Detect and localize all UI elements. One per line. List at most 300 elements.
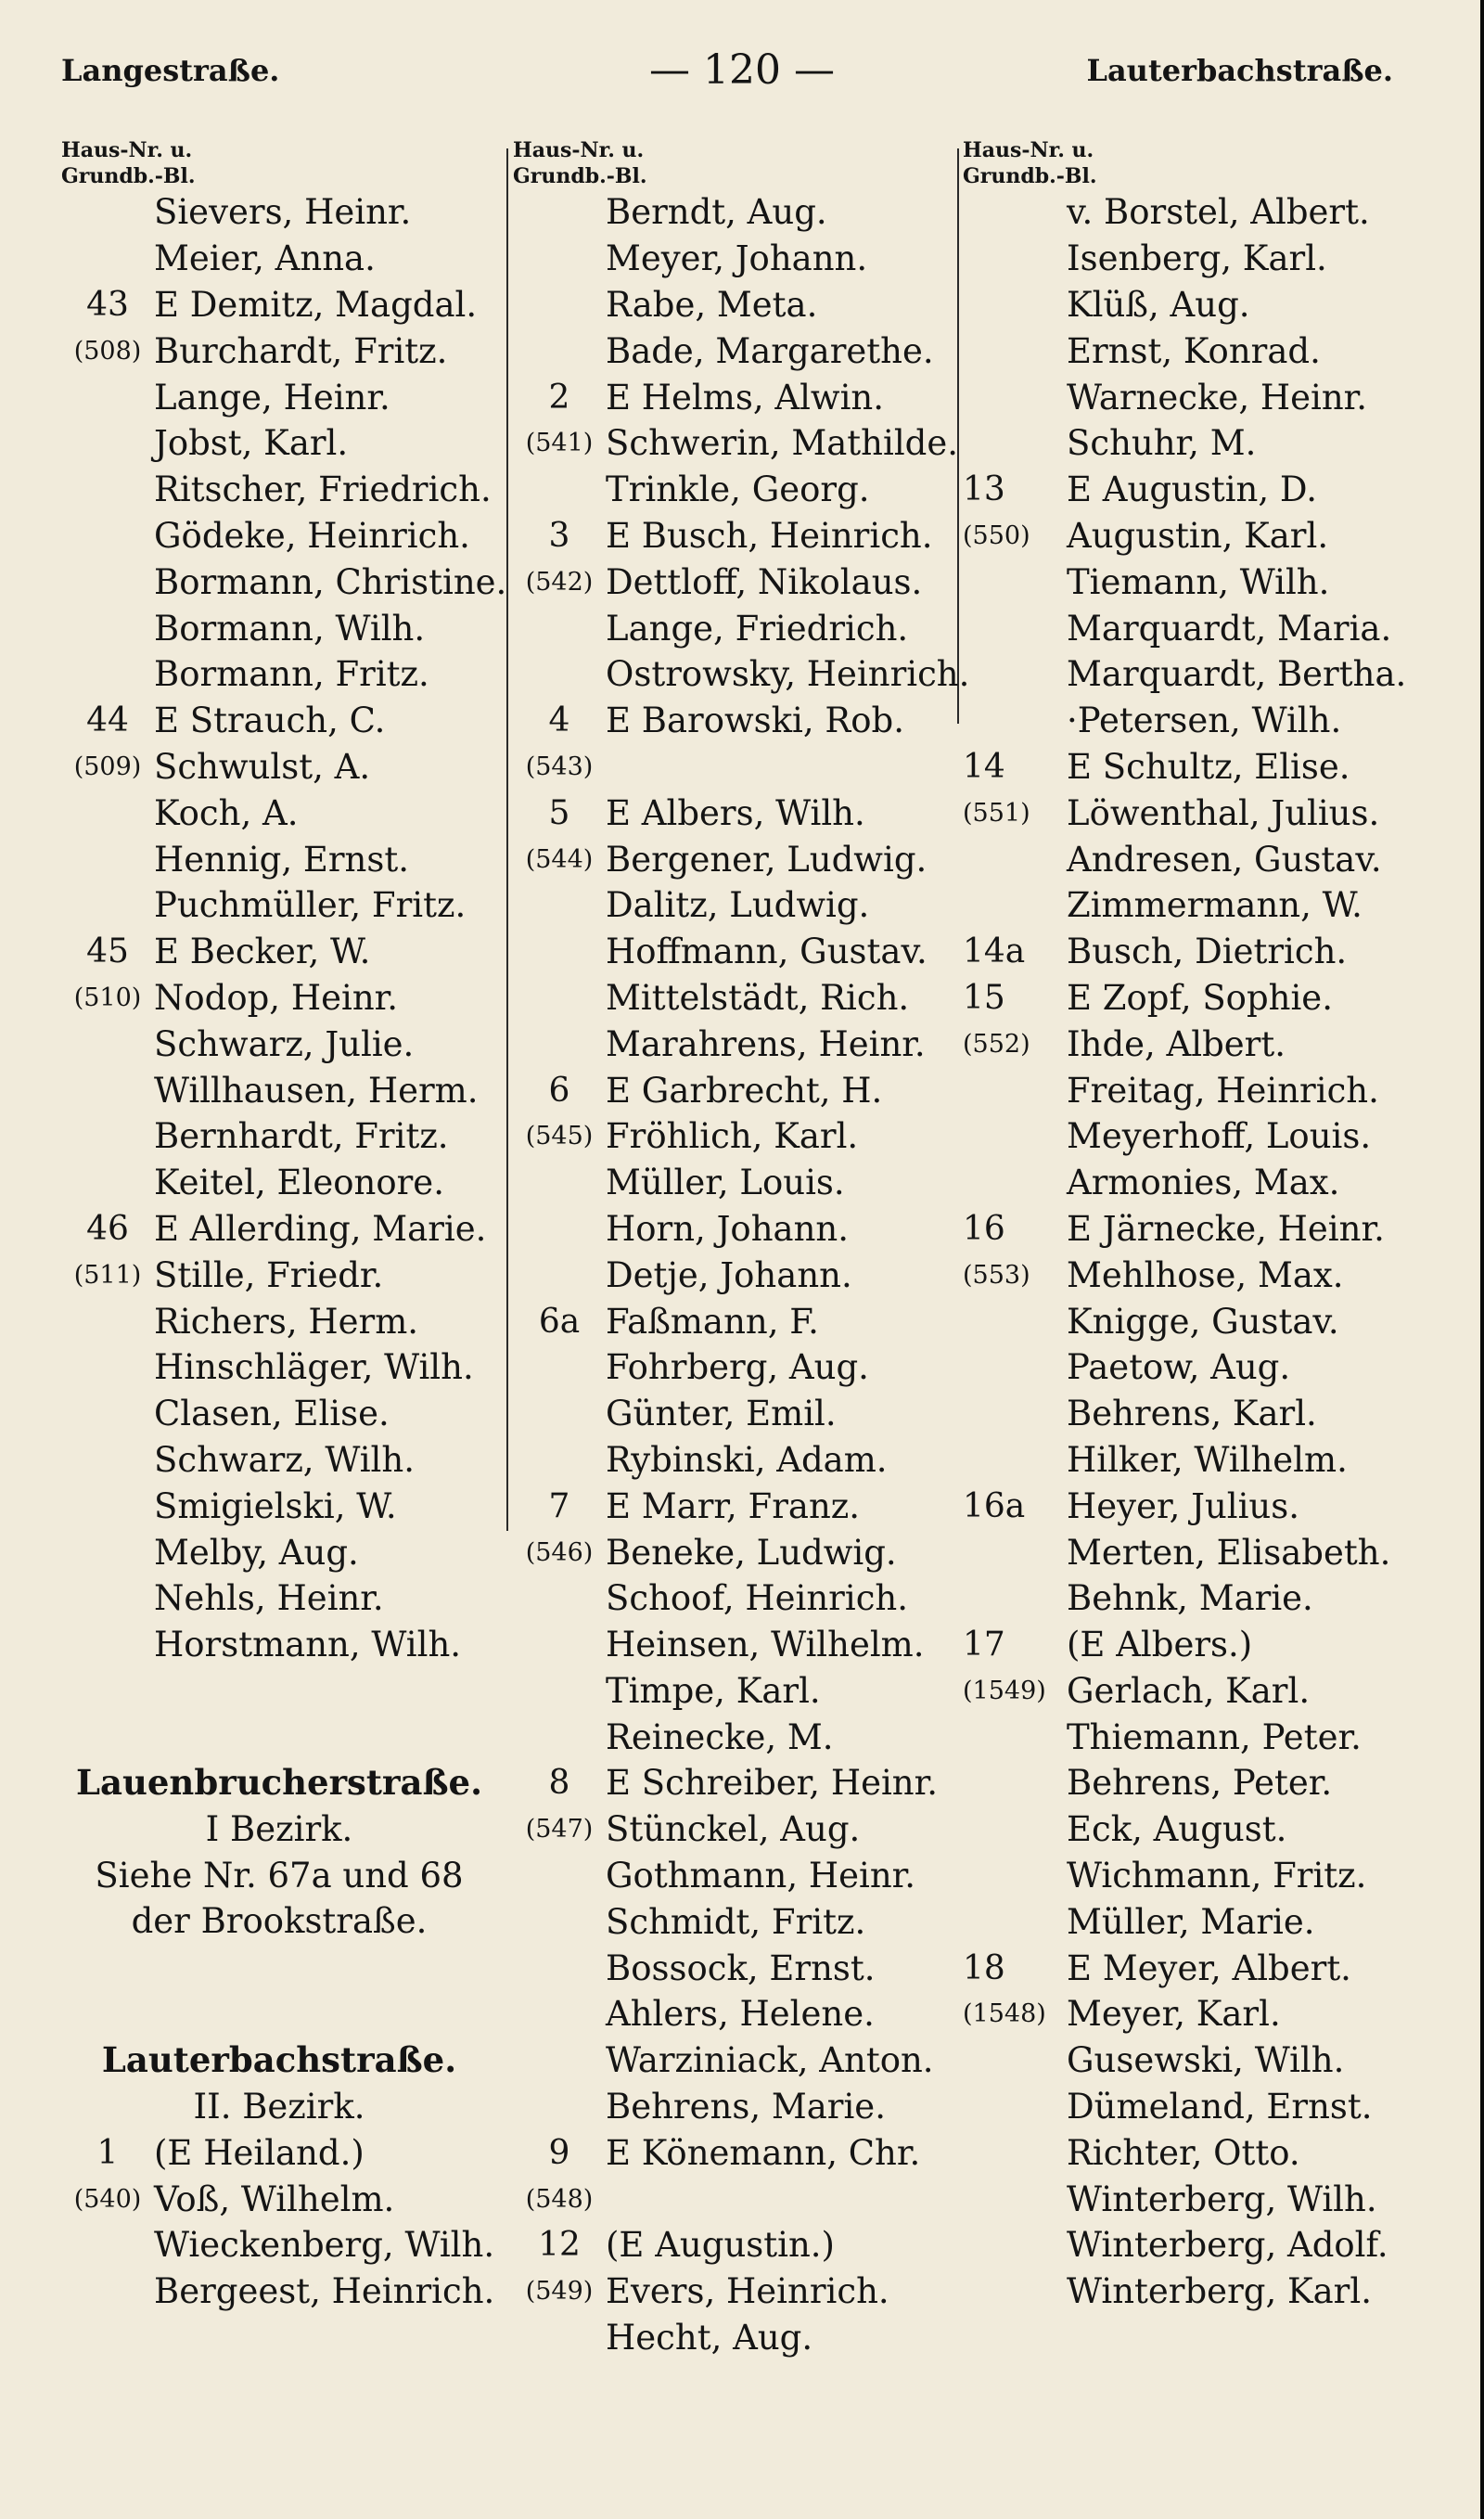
directory-entry [963,929,1426,975]
resident-name: Koch, A. [154,792,299,833]
column-2 [513,137,970,2360]
directory-entry [61,1113,516,1160]
directory-entry [513,605,963,651]
directory-entry [963,836,1426,882]
directory-entry [963,1113,1426,1160]
resident-name: Müller, Louis. [606,1163,845,1203]
resident-name: Schwarz, Wilh. [154,1439,415,1480]
resident-name: Schoof, Heinrich. [606,1578,909,1619]
house-number: 13 [963,470,1005,509]
land-register-number: (546) [525,1537,594,1567]
column-header [513,137,963,189]
resident-name: Behrens, Marie. [606,2087,886,2127]
column-header-line: Haus-Nr. u. [61,138,193,162]
directory-entry [513,790,963,836]
resident-name: Jobst, Karl. [154,423,349,464]
resident-name: Meier, Anna. [154,238,376,279]
directory-entry [963,1437,1426,1484]
land-register-number: (549) [525,2277,594,2307]
resident-name: Bergener, Ludwig. [606,839,928,880]
directory-entry [963,1067,1426,1113]
directory-entry [513,189,963,236]
resident-name: Fröhlich, Karl. [606,1116,859,1157]
resident-name: Horn, Johann. [606,1208,849,1249]
directory-entry [513,1298,963,1344]
resident-name: Schmidt, Fritz. [606,1901,866,1942]
resident-name: Hoffmann, Gustav. [606,932,928,972]
directory-entry [513,374,963,420]
resident-name: E Albers, Wilh. [606,792,865,833]
directory-entry [61,1391,516,1437]
directory-entry [61,236,516,282]
resident-name: Burchardt, Fritz. [154,330,448,371]
directory-entry [61,2176,516,2222]
land-register-number: (548) [525,2184,594,2214]
resident-name: Andresen, Gustav. [1067,839,1382,880]
directory-entry [513,744,963,790]
land-register-number: (511) [73,1260,142,1290]
directory-entry [61,1483,516,1529]
directory-entry [963,698,1426,744]
resident-name: ·Petersen, Wilh. [1067,700,1342,741]
land-register-number: (550) [963,521,1030,550]
land-register-number: (508) [73,336,142,366]
directory-entry [963,513,1426,559]
resident-name: Knigge, Gustav. [1067,1301,1339,1342]
directory-entry [513,282,963,328]
resident-name: Eck, August. [1067,1809,1287,1850]
resident-name: Melby, Aug. [154,1532,359,1573]
house-number: 1 [96,2133,119,2172]
directory-entry [513,1760,963,1806]
resident-name: E Helms, Alwin. [606,377,885,418]
directory-entry [513,1806,963,1853]
house-number: 45 [86,932,129,971]
directory-entry [963,1391,1426,1437]
land-register-number: (509) [73,752,142,781]
directory-entry [963,1021,1426,1067]
resident-name: E Schreiber, Heinr. [606,1763,939,1804]
directory-entry [513,836,963,882]
resident-name: Bormann, Fritz. [154,654,429,695]
directory-entry [61,651,516,698]
resident-name: Marquardt, Maria. [1067,608,1392,649]
resident-name: E Schultz, Elise. [1067,746,1350,787]
resident-name: Gothmann, Heinr. [606,1856,916,1896]
land-register-number: (541) [525,429,594,458]
resident-name: Schuhr, M. [1067,423,1257,464]
directory-entry [513,1437,963,1484]
resident-name: E Allerding, Marie. [154,1208,487,1249]
land-register-number: (543) [525,752,594,781]
directory-entry [963,374,1426,420]
directory-entry [963,975,1426,1022]
land-register-number: (552) [963,1029,1030,1059]
resident-name: Augustin, Karl. [1067,515,1329,556]
resident-name: E Becker, W. [154,932,371,972]
spacer [61,1668,516,1715]
directory-entry [61,420,516,467]
house-number: 14 [963,747,1005,786]
directory-entry [963,882,1426,929]
directory-entry [963,1483,1426,1529]
resident-name: Paetow, Aug. [1067,1347,1291,1388]
resident-name: Bossock, Ernst. [606,1947,876,1988]
resident-name: Faßmann, F. [606,1301,819,1342]
resident-name: Isenberg, Karl. [1067,238,1327,279]
resident-name: Wieckenberg, Wilh. [154,2225,495,2266]
land-register-number: (545) [525,1122,594,1151]
resident-name: E Augustin, D. [1067,469,1317,510]
resident-name: (E Augustin.) [606,2225,835,2266]
directory-entry [513,559,963,605]
house-number: 46 [86,1209,129,1248]
spacer [61,1991,516,2037]
directory-entry [61,975,516,1022]
cross-reference: der Brookstraße. [131,1901,428,1942]
directory-entry [963,1898,1426,1945]
resident-name: Stille, Friedr. [154,1254,384,1295]
house-number: 3 [548,516,570,555]
resident-name: Detje, Johann. [606,1254,852,1295]
directory-entry [963,1298,1426,1344]
directory-entry [513,1853,963,1899]
house-number: 8 [548,1764,570,1803]
directory-entry [513,1160,963,1206]
house-number: 18 [963,1948,1005,1987]
resident-name: Marahrens, Heinr. [606,1023,926,1064]
resident-name: Dalitz, Ludwig. [606,885,870,926]
resident-name: (E Heiland.) [154,2132,365,2173]
resident-name: Meyer, Johann. [606,238,868,279]
resident-name: E Zopf, Sophie. [1067,977,1333,1018]
resident-name: Behrens, Karl. [1067,1394,1317,1434]
house-number: 9 [548,2133,570,2172]
directory-entry [61,328,516,374]
column-1 [61,137,516,2315]
resident-name: Bormann, Christine. [154,561,507,602]
directory-entry [513,1206,963,1253]
resident-name: Meyer, Karl. [1067,1994,1281,2035]
directory-entry [513,2315,963,2361]
directory-entry [963,2222,1426,2268]
directory-entry [963,420,1426,467]
resident-name: Behnk, Marie. [1067,1578,1313,1619]
house-number: 5 [548,793,570,832]
directory-entry [513,1113,963,1160]
directory-entry [61,1206,516,1253]
directory-entry [963,2129,1426,2176]
directory-entry [963,1806,1426,1853]
directory-entry [963,1206,1426,1253]
house-number: 44 [86,701,129,740]
column-header-line: Grundb.-Bl. [61,164,196,188]
directory-entry [963,605,1426,651]
spacer [61,1714,516,1760]
directory-entry [963,1945,1426,1991]
directory-entry [61,2268,516,2315]
directory-entry [513,698,963,744]
house-number: 7 [548,1486,570,1525]
resident-name: Warziniack, Anton. [606,2040,934,2081]
directory-entry [61,1252,516,1298]
directory-entry [513,1021,963,1067]
resident-name: Armonies, Max. [1067,1163,1340,1203]
directory-entry [61,189,516,236]
directory-entry [513,2129,963,2176]
directory-entry [963,1853,1426,1899]
resident-name: E Demitz, Magdal. [154,284,478,325]
house-number: 16 [963,1209,1005,1248]
house-number: 15 [963,978,1005,1017]
resident-name: Hinschläger, Wilh. [154,1347,474,1388]
resident-name: Bergeest, Heinrich. [154,2271,495,2312]
directory-entry [61,1160,516,1206]
directory-entry [513,1668,963,1715]
directory-entry [513,2084,963,2130]
directory-entry [61,1021,516,1067]
directory-entry [513,1714,963,1760]
directory-entry [963,2268,1426,2315]
resident-name: Gödeke, Heinrich. [154,515,470,556]
resident-name: Fohrberg, Aug. [606,1347,869,1388]
resident-name: Mittelstädt, Rich. [606,977,910,1018]
directory-entry [963,1714,1426,1760]
resident-name: Hennig, Ernst. [154,839,410,880]
directory-entry [963,2037,1426,2084]
resident-name: Hecht, Aug. [606,2318,813,2358]
directory-entry [963,1760,1426,1806]
resident-name: Behrens, Peter. [1067,1763,1333,1804]
column-header-line: Grundb.-Bl. [513,164,647,188]
directory-entry [61,1622,516,1668]
directory-entry [963,189,1426,236]
resident-name: Meyerhoff, Louis. [1067,1116,1372,1157]
resident-name: Müller, Marie. [1067,1901,1315,1942]
house-number: 14a [963,932,1026,971]
directory-entry [61,1575,516,1622]
land-register-number: (540) [73,2184,142,2214]
column-header-line: Haus-Nr. u. [513,138,645,162]
resident-name: Winterberg, Adolf. [1067,2225,1388,2266]
resident-name: Clasen, Elise. [154,1394,390,1434]
directory-entry [513,2037,963,2084]
resident-name: Schwulst, A. [154,746,371,787]
resident-name: Richter, Otto. [1067,2132,1300,2173]
land-register-number: (547) [525,1815,594,1844]
resident-name: E Meyer, Albert. [1067,1947,1351,1988]
directory-entry [513,513,963,559]
resident-name: Berndt, Aug. [606,192,827,233]
land-register-number: (542) [525,567,594,597]
resident-name: v. Borstel, Albert. [1067,192,1370,233]
resident-name: Gusewski, Wilh. [1067,2040,1345,2081]
house-number: 6 [548,1071,570,1110]
column-header [963,137,1426,189]
resident-name: Nehls, Heinr. [154,1578,384,1619]
cross-reference: Siehe Nr. 67a und 68 [95,1855,464,1896]
house-number: 17 [963,1626,1005,1664]
resident-name: Tiemann, Wilh. [1067,561,1330,602]
directory-entry [61,2129,516,2176]
directory-entry [513,651,970,698]
resident-name: E Barowski, Rob. [606,700,904,741]
directory-entry [963,2084,1426,2130]
directory-entry [963,744,1426,790]
resident-name: Günter, Emil. [606,1394,837,1434]
resident-name: Schwarz, Julie. [154,1023,415,1064]
resident-name: Dümeland, Ernst. [1067,2087,1373,2127]
house-number: 4 [548,701,570,740]
directory-entry [963,1252,1426,1298]
column-3 [963,137,1426,2315]
section-lauenbrucher [61,1760,497,1945]
resident-name: Bormann, Wilh. [154,608,426,649]
resident-name: Schwerin, Mathilde. [606,423,958,464]
resident-name: Timpe, Karl. [606,1670,821,1711]
resident-name: Ernst, Konrad. [1067,330,1321,371]
directory-entry [61,513,516,559]
directory-entry [61,2222,516,2268]
directory-entry [963,282,1426,328]
land-register-number: (551) [963,798,1030,828]
resident-name: Lange, Heinr. [154,377,390,418]
section-title: Lauenbrucherstraße. [76,1762,482,1804]
directory-entry [963,1160,1426,1206]
directory-entry [61,1529,516,1575]
directory-entry [963,651,1426,698]
resident-name: Smigielski, W. [154,1485,397,1526]
resident-name: Reinecke, M. [606,1716,834,1757]
directory-entry [61,467,516,513]
resident-name: Bernhardt, Fritz. [154,1116,449,1157]
resident-name: Löwenthal, Julius. [1067,792,1380,833]
house-number: 6a [538,1302,581,1341]
column-header-line: Haus-Nr. u. [963,138,1094,162]
resident-name: Warnecke, Heinr. [1067,377,1368,418]
directory-entry [513,882,963,929]
directory-entry [61,790,516,836]
house-number: 2 [548,378,570,417]
resident-name: E Busch, Heinrich. [606,515,933,556]
entry-list [513,189,970,2360]
directory-entry [513,1575,963,1622]
resident-name: Ritscher, Friedrich. [154,469,492,510]
directory-entry [61,836,516,882]
directory-entry [963,1668,1426,1715]
resident-name: Beneke, Ludwig. [606,1532,897,1573]
resident-name: Freitag, Heinrich. [1067,1070,1379,1111]
directory-entry [963,2176,1426,2222]
house-number: 43 [86,285,129,324]
resident-name: Ahlers, Helene. [606,1994,875,2035]
resident-name: Marquardt, Bertha. [1067,654,1407,695]
resident-name: Klüß, Aug. [1067,284,1250,325]
running-header-right: Lauterbachstraße. [1086,53,1393,88]
resident-name: (E Albers.) [1067,1625,1253,1665]
directory-entry [61,882,516,929]
entry-list [61,2129,516,2314]
directory-entry [513,2176,963,2222]
resident-name: Richers, Herm. [154,1301,419,1342]
resident-name: Puchmüller, Fritz. [154,885,467,926]
resident-name: Gerlach, Karl. [1067,1670,1311,1711]
directory-entry [963,559,1426,605]
district-label: I Bezirk. [205,1808,353,1849]
resident-name: E Strauch, C. [154,700,386,741]
resident-name: Bade, Margarethe. [606,330,934,371]
page-edge [1480,0,1484,2519]
land-register-number: (553) [963,1260,1030,1290]
resident-name: Hilker, Wilhelm. [1067,1439,1348,1480]
directory-entry [513,1252,963,1298]
resident-name: Rabe, Meta. [606,284,818,325]
directory-entry [513,1483,963,1529]
directory-entry [963,1991,1426,2037]
resident-name: Evers, Heinrich. [606,2271,889,2312]
directory-entry [513,1991,963,2037]
directory-entry [61,605,516,651]
resident-name: Rybinski, Adam. [606,1439,888,1480]
land-register-number: (1549) [963,1676,1046,1705]
directory-entry [61,1344,516,1391]
resident-name: Ihde, Albert. [1067,1023,1286,1064]
resident-name: Nodop, Heinr. [154,977,399,1018]
entry-list [61,189,516,1668]
section-lauterbach [61,2037,497,2130]
resident-name: Heinsen, Wilhelm. [606,1625,925,1665]
resident-name: Wichmann, Fritz. [1067,1856,1367,1896]
land-register-number: (510) [73,983,142,1012]
directory-entry [513,1344,963,1391]
directory-entry [61,744,516,790]
resident-name: Merten, Elisabeth. [1067,1532,1391,1573]
resident-name: Dettloff, Nikolaus. [606,561,923,602]
directory-entry [963,328,1426,374]
resident-name: Stünckel, Aug. [606,1809,861,1850]
running-header-left: Langestraße. [61,53,280,88]
directory-entry [513,328,963,374]
resident-name: E Könemann, Chr. [606,2132,921,2173]
directory-entry [963,790,1426,836]
resident-name: Thiemann, Peter. [1067,1716,1362,1757]
section-title: Lauterbachstraße. [101,2038,457,2080]
resident-name: E Marr, Franz. [606,1485,861,1526]
directory-entry [61,1437,516,1484]
directory-entry [513,236,963,282]
directory-entry [61,929,516,975]
directory-entry [513,975,963,1022]
directory-entry [61,559,516,605]
resident-name: Winterberg, Karl. [1067,2271,1372,2312]
house-number: 12 [538,2226,581,2265]
directory-entry [513,1898,963,1945]
directory-entry [513,1529,963,1575]
resident-name: Voß, Wilhelm. [154,2178,395,2219]
spacer [61,1945,516,1991]
directory-entry [61,374,516,420]
directory-entry [513,1622,963,1668]
resident-name: Zimmermann, W. [1067,885,1362,926]
resident-name: E Järnecke, Heinr. [1067,1208,1385,1249]
house-number: 16a [963,1486,1026,1525]
column-header-line: Grundb.-Bl. [963,164,1097,188]
resident-name: Keitel, Eleonore. [154,1163,444,1203]
directory-entry [513,2268,963,2315]
land-register-number: (544) [525,844,594,874]
resident-name: Busch, Dietrich. [1067,932,1348,972]
directory-entry [963,467,1426,513]
